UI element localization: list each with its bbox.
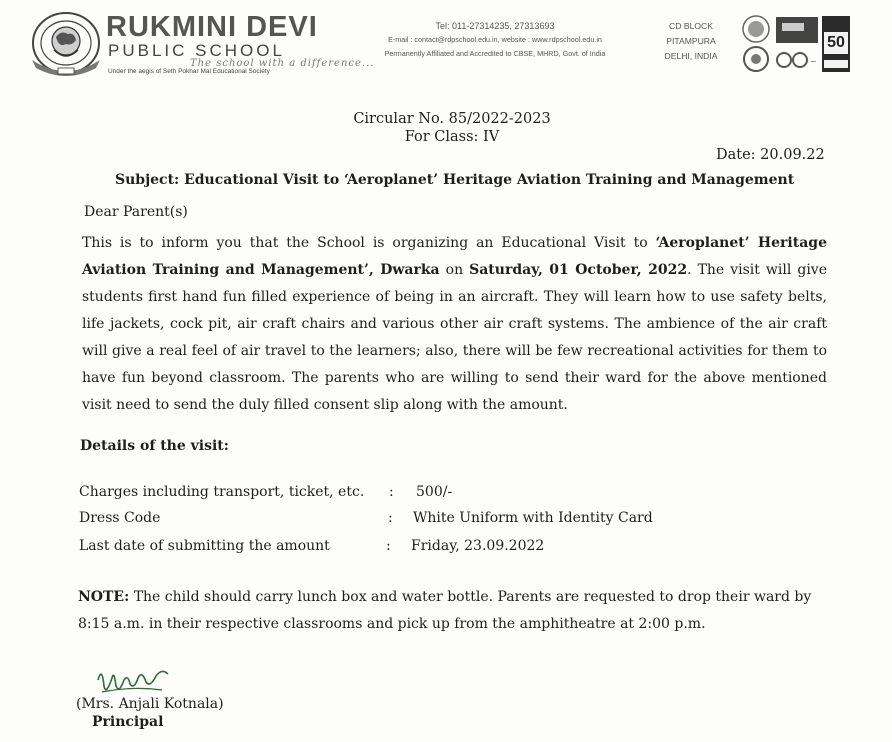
school-name: RUKMINI DEVI: [106, 11, 318, 43]
body-paragraph: [82, 230, 827, 419]
address-line-3: DELHI, INDIA: [664, 51, 718, 61]
ranking-badge-number: 50: [827, 34, 845, 51]
venue-name: ‘Aeroplanet’ Heritage Aviation Training and Management’, Dwarka: [82, 235, 827, 278]
contact-telephone: Tel: 011-27314235, 27313693: [435, 21, 555, 31]
address-line-1: CD BLOCK: [669, 21, 713, 31]
details-value: 500/-: [416, 484, 453, 500]
circular-subject: Subject: Educational Visit to ‘Aeroplanet’ Heritage Aviation Training and Management: [115, 172, 795, 188]
address-block: [650, 19, 732, 64]
address-line-2: PITAMPURA: [666, 36, 716, 46]
accreditation-badges: [738, 14, 854, 76]
paragraph-text-2: on: [439, 262, 470, 278]
contact-block: [340, 19, 650, 61]
details-colon: :: [388, 510, 393, 526]
award-plaque-icon: [776, 17, 818, 43]
paragraph-text-3: . The visit will give students first hand fun filled experience of being in an aircraft. They will learn how to use safety belts, life jackets, cock pit, air craft chairs and various other air craft systems. The ambience of the air craft will give a real feel of air travel to the learners; also, there will be few recreational activities for them to have fun beyond classroom. The parents who are willing to send their ward for the above mentioned visit need to send the duly filled consent slip along with the amount.: [82, 262, 827, 413]
school-crest-icon: [28, 10, 104, 78]
salutation: Dear Parent(s): [84, 204, 188, 220]
details-value: Friday, 23.09.2022: [411, 538, 545, 554]
contact-email-website: E-mail : contact@rdpschool.edu.in, website : www.rdpschool.edu.in: [388, 35, 602, 44]
details-label: Charges including transport, ticket, etc.: [79, 484, 365, 500]
note-paragraph: [78, 584, 820, 638]
circular-number: Circular No. 85/2022-2023: [353, 111, 551, 127]
contact-affiliation: Permanently Affiliated and Accredited to CBSE, MHRD, Govt. of India: [384, 49, 606, 58]
school-subtitle: PUBLIC SCHOOL: [108, 41, 285, 60]
details-value: White Uniform with Identity Card: [413, 510, 653, 526]
details-label: Dress Code: [79, 510, 161, 526]
note-text: The child should carry lunch box and water bottle. Parents are requested to drop their ward by 8:15 a.m. in their respective classrooms and pick up from the amphitheatre at 2:00 p.m.: [78, 589, 812, 632]
certification-seal-icon: [744, 47, 768, 71]
visit-date: Saturday, 01 October, 2022: [469, 262, 688, 278]
circular-class: For Class: IV: [404, 129, 500, 145]
svg-text:~: ~: [810, 57, 817, 66]
signatory-title: Principal: [92, 714, 164, 730]
circular-date: Date: 20.09.22: [716, 147, 825, 163]
details-heading: Details of the visit:: [80, 438, 229, 454]
signatory-name: (Mrs. Anjali Kotnala): [76, 696, 224, 712]
note-label: NOTE:: [78, 589, 130, 605]
details-label: Last date of submitting the amount: [79, 538, 330, 554]
school-aegis: Under the aegis of Seth Pokhar Mal Educational Society: [108, 68, 270, 75]
school-tagline: The school with a difference...: [190, 58, 375, 69]
accreditation-seal-icon: [743, 16, 769, 42]
details-colon: :: [386, 538, 391, 554]
paragraph-text-1: This is to inform you that the School is organizing an Educational Visit to: [82, 235, 656, 251]
details-colon: :: [389, 484, 394, 500]
spectacles-logo-icon: [777, 53, 817, 67]
